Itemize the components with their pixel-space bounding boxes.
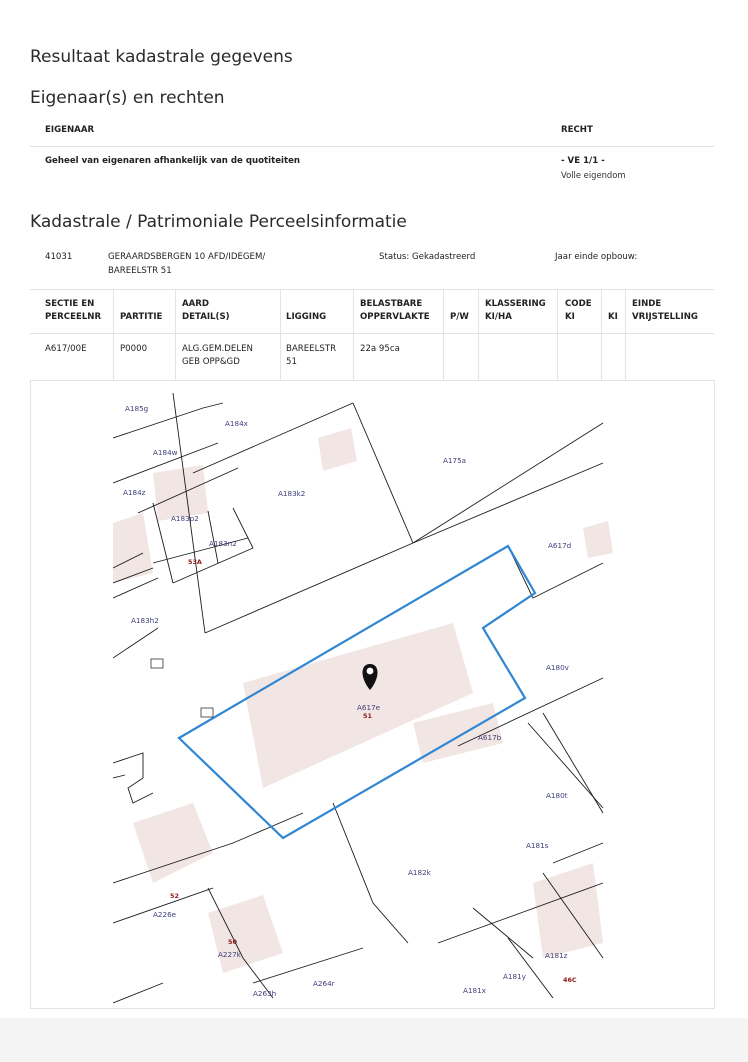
building-a183k2 [318,428,357,471]
parcel-jaar: Jaar einde opbouw: [555,252,638,262]
td-partitie: P0000 [120,344,148,354]
label-a181x: A181x [463,986,486,995]
owner-text: Geheel van eigenaren afhankelijk van de quotiteiten [45,156,301,166]
td-ligging: BAREELSTR 51 [286,344,337,367]
label-a183p2: A183p2 [171,514,199,523]
label-n52: 52 [170,892,179,900]
label-n51: 51 [363,712,372,720]
label-a183n2: A183n2 [209,539,237,548]
label-a227k: A227k [218,950,241,959]
parcel-code: 41031 [45,252,73,262]
map-border-left [30,380,31,1008]
table-col-divider [353,289,354,380]
label-a185g: A185g [125,404,149,413]
label-a617e: A617e [357,703,381,712]
th-belastbare: BELASTBARE OPPERVLAKTE [360,299,430,322]
table-col-divider [113,289,114,380]
td-sectie: A617/00E [45,344,87,354]
right-description: Volle eigendom [561,170,626,180]
label-a182k: A182k [408,868,431,877]
td-aard: ALG.GEM.DELEN GEB OPP&GD [182,344,253,367]
th-code-ki: CODE KI [565,299,592,322]
right-col-header: RECHT [561,125,593,135]
page-footer-band [0,1018,748,1062]
building-a183p2 [153,465,208,521]
map-symbol [151,659,163,668]
owners-divider [30,146,714,147]
table-col-divider [175,289,176,380]
label-a183h2: A183h2 [131,616,159,625]
label-a180t: A180t [546,791,568,800]
parcel-heading: Kadastrale / Patrimoniale Perceelsinformatie [30,212,407,232]
building-a617d [583,521,613,558]
table-header-line [30,333,714,334]
td-oppervlakte: 22a 95ca [360,344,400,354]
table-row-line [30,380,714,381]
cadastral-map[interactable] [113,383,713,1008]
right-value: - VE 1/1 - [561,156,605,166]
table-top-line [30,289,714,290]
th-ligging: LIGGING [286,312,327,322]
label-a264r: A264r [313,979,335,988]
label-a184x: A184x [225,419,248,428]
label-a617b: A617b [478,733,502,742]
label-n53a: 53A [188,558,202,566]
table-col-divider [557,289,558,380]
label-a184z: A184z [123,488,146,497]
label-n50: 50 [228,938,237,946]
th-pw: P/W [450,312,469,322]
table-col-divider [443,289,444,380]
building-a226e [133,803,213,883]
map-scale: 1:250 [667,393,696,403]
table-col-divider [625,289,626,380]
label-a181s: A181s [526,841,549,850]
map-symbol [201,708,213,717]
th-einde: EINDE VRIJSTELLING [632,299,698,322]
label-a184w: A184w [153,448,178,457]
label-a180v: A180v [546,663,569,672]
parcel-location-line2: BAREELSTR 51 [108,266,172,276]
label-a617d: A617d [548,541,572,550]
map-border-bottom [30,1008,715,1009]
th-aard: AARD DETAIL(S) [182,299,230,322]
owner-col-header: EIGENAAR [45,125,95,135]
parcel-status: Status: Gekadastreerd [379,252,476,262]
th-sectie: SECTIE EN PERCEELNR [45,299,102,322]
label-n46c: 46C [563,976,577,984]
label-a226e: A226e [153,910,177,919]
th-ki: KI [608,312,618,322]
table-col-divider [280,289,281,380]
page-title: Resultaat kadastrale gegevens [30,47,293,67]
th-klassering: KLASSERING KI/HA [485,299,546,322]
map-border-right [714,380,715,1008]
label-a175a: A175a [443,456,467,465]
table-col-divider [601,289,602,380]
building-left [113,513,153,583]
label-a181y: A181y [503,972,526,981]
owners-heading: Eigenaar(s) en rechten [30,88,225,108]
label-a183k2: A183k2 [278,489,306,498]
th-partitie: PARTITIE [120,312,163,322]
label-a263h: A263h [253,989,277,998]
building-shading [113,428,613,973]
label-a181z: A181z [545,951,568,960]
parcel-location-line1: GERAARDSBERGEN 10 AFD/IDEGEM/ [108,252,266,262]
table-col-divider [478,289,479,380]
